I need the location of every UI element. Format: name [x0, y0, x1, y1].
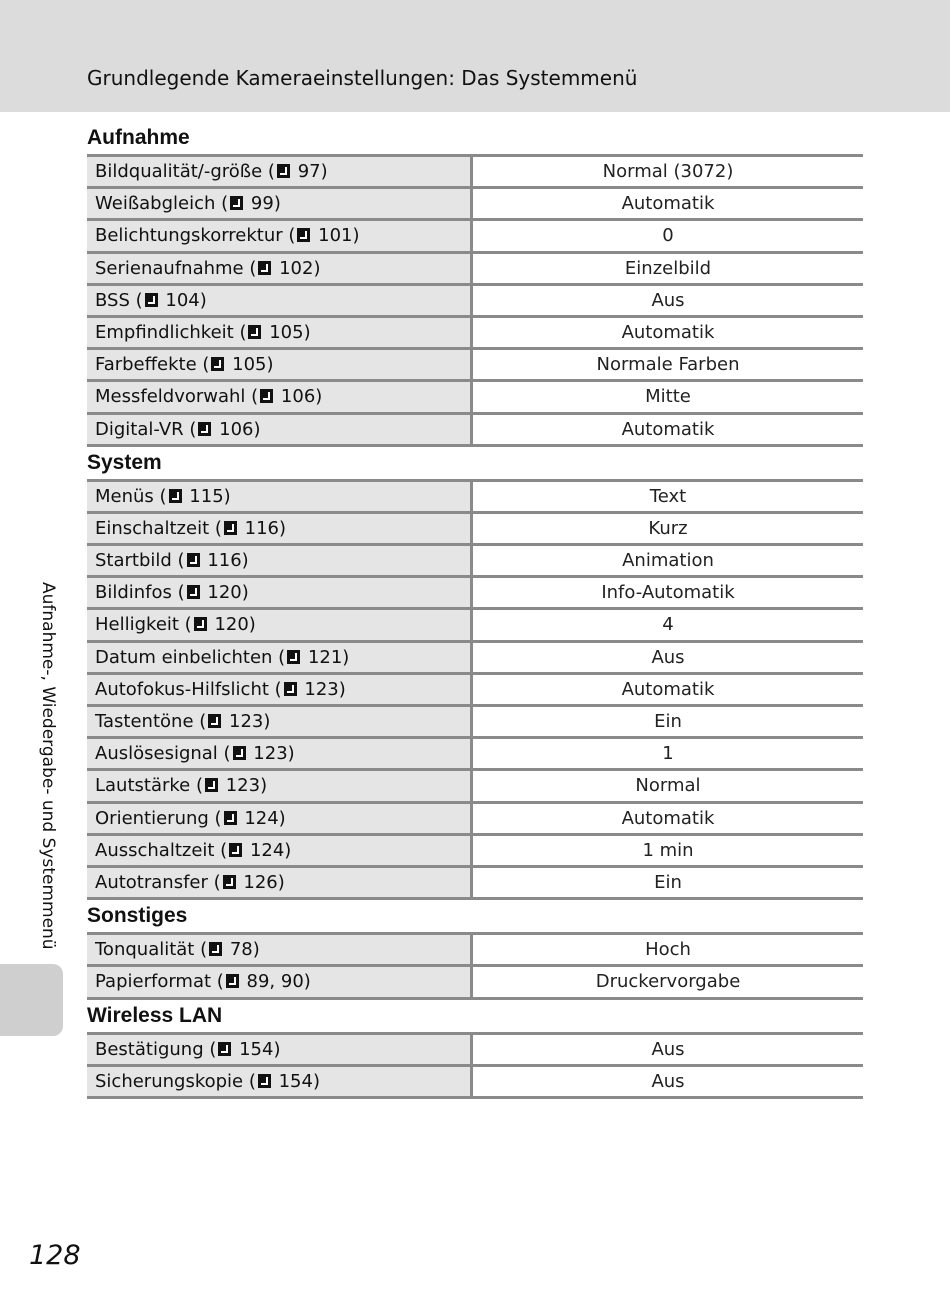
page-reference-number: 104 — [165, 289, 200, 311]
setting-label — [87, 868, 473, 897]
setting-name: Bestätigung — [95, 1038, 204, 1060]
ref-close-paren: ) — [199, 289, 207, 311]
setting-name: Ausschaltzeit — [95, 839, 215, 861]
page-reference-number: 78 — [229, 939, 253, 961]
setting-name: Sicherungskopie — [95, 1070, 244, 1092]
setting-label — [87, 514, 473, 543]
setting-default-value: 1 — [473, 739, 863, 768]
ref-close-paren: ) — [273, 1038, 281, 1060]
page-reference-icon — [198, 422, 211, 436]
ref-open-paren: ( — [243, 257, 257, 279]
page-reference-number: 116 — [244, 517, 279, 539]
setting-label — [87, 382, 473, 411]
ref-open-paren: ( — [190, 775, 203, 797]
setting-label — [87, 254, 473, 283]
page-reference-number: 116 — [207, 550, 242, 572]
setting-default-value: Hoch — [473, 935, 863, 964]
setting-name: Einschaltzeit — [95, 517, 210, 539]
ref-close-paren: ) — [248, 614, 256, 636]
ref-open-paren: ( — [233, 321, 247, 343]
page-header-title: Grundlegende Kameraeinstellungen: Das Systemmenü — [87, 66, 638, 90]
page-reference-number: 154 — [278, 1070, 313, 1092]
ref-close-paren: ) — [241, 582, 249, 604]
ref-open-paren: ( — [243, 1070, 256, 1092]
setting-default-value: Ein — [473, 707, 863, 736]
setting-name: Autotransfer — [95, 871, 208, 893]
ref-close-paren: ) — [338, 678, 346, 700]
sidebar-chapter-tab — [0, 964, 63, 1036]
ref-open-paren: ( — [209, 517, 222, 539]
table-row — [87, 382, 863, 414]
setting-label — [87, 286, 473, 315]
page-reference-number: 97 — [297, 161, 321, 182]
ref-open-paren: ( — [262, 161, 275, 182]
section-heading: Aufnahme — [87, 126, 190, 149]
sidebar-chapter-label: Aufnahme-, Wiedergabe- und Systemmenü — [38, 582, 58, 950]
page-reference-icon — [226, 974, 239, 988]
ref-close-paren: ) — [342, 646, 350, 668]
ref-close-paren: ) — [303, 321, 311, 343]
ref-open-paren: ( — [272, 646, 286, 668]
page-reference-icon — [277, 164, 290, 178]
setting-label — [87, 1067, 473, 1096]
setting-default-value: Druckervorgabe — [473, 967, 863, 996]
setting-name: Helligkeit — [95, 614, 179, 636]
table-row — [87, 804, 863, 836]
page-reference-icon — [223, 875, 236, 889]
ref-open-paren: ( — [203, 1038, 217, 1060]
setting-label — [87, 415, 473, 444]
table-row — [87, 189, 863, 221]
page-reference-icon — [233, 746, 246, 760]
page-reference-number: 105 — [269, 321, 304, 343]
ref-open-paren: ( — [196, 354, 210, 376]
page-reference-icon — [229, 843, 242, 857]
settings-table — [87, 479, 863, 900]
setting-default-value: Info-Automatik — [473, 578, 863, 607]
page-reference-number: 121 — [307, 646, 343, 668]
page-reference-icon — [284, 682, 297, 696]
setting-label — [87, 804, 473, 833]
table-row — [87, 1067, 863, 1099]
table-row — [87, 415, 863, 447]
page-reference-icon — [187, 553, 200, 567]
ref-open-paren: ( — [217, 743, 231, 765]
setting-name: Empfindlichkeit — [95, 321, 234, 343]
setting-default-value: Text — [473, 482, 863, 511]
ref-close-paren: ) — [287, 743, 295, 765]
setting-default-value: 0 — [473, 221, 863, 250]
page-reference-icon — [205, 778, 218, 792]
setting-default-value: Animation — [473, 546, 863, 575]
table-row — [87, 254, 863, 286]
ref-open-paren: ( — [245, 386, 259, 408]
setting-default-value: Mitte — [473, 382, 863, 411]
setting-name: Tastentöne — [95, 711, 194, 732]
page-reference-number: 99 — [250, 193, 274, 215]
page-reference-number: 101 — [318, 225, 353, 247]
setting-default-value: Normale Farben — [473, 350, 863, 379]
setting-label — [87, 739, 473, 768]
page-reference-icon — [208, 714, 221, 728]
setting-default-value: Automatik — [473, 675, 863, 704]
section-heading: Sonstiges — [87, 904, 188, 928]
page-reference-icon — [224, 521, 237, 535]
table-row — [87, 221, 863, 253]
ref-open-paren: ( — [171, 582, 185, 604]
section-heading: System — [87, 450, 162, 474]
page-reference-icon — [230, 196, 243, 210]
setting-name: Startbild — [95, 550, 172, 572]
setting-name: Farbeffekte — [95, 354, 197, 376]
page-reference-icon — [169, 489, 182, 503]
ref-close-paren: ) — [313, 257, 321, 279]
setting-label — [87, 935, 473, 964]
ref-open-paren: ( — [129, 289, 143, 311]
ref-close-paren: ) — [312, 1070, 320, 1092]
setting-label — [87, 836, 473, 865]
ref-close-paren: ) — [278, 517, 287, 539]
page-reference-icon — [258, 1074, 271, 1088]
setting-default-value: Aus — [473, 1035, 863, 1064]
setting-name: Menüs — [95, 485, 154, 507]
setting-default-value: Kurz — [473, 514, 863, 543]
setting-name: Bildqualität/-größe — [95, 161, 263, 182]
section-heading: Wireless LAN — [87, 1003, 223, 1027]
table-row — [87, 514, 863, 546]
ref-open-paren: ( — [194, 939, 208, 961]
page-reference-number: 124 — [244, 807, 279, 829]
ref-open-paren: ( — [211, 971, 224, 993]
setting-default-value: Aus — [473, 286, 863, 315]
setting-label — [87, 189, 473, 218]
ref-open-paren: ( — [171, 550, 185, 572]
setting-label — [87, 221, 473, 250]
settings-table — [87, 1032, 863, 1099]
settings-table — [87, 932, 863, 999]
setting-label — [87, 157, 473, 186]
page-reference-icon — [187, 585, 200, 599]
setting-default-value: Aus — [473, 1067, 863, 1096]
table-row — [87, 868, 863, 900]
ref-open-paren: ( — [193, 711, 207, 732]
setting-name: Serienaufnahme — [95, 257, 244, 279]
table-row — [87, 157, 863, 189]
ref-close-paren: ) — [273, 193, 281, 215]
table-row — [87, 350, 863, 382]
table-row — [87, 286, 863, 318]
setting-default-value: Automatik — [473, 318, 863, 347]
setting-label — [87, 967, 473, 996]
setting-label — [87, 350, 473, 379]
ref-close-paren: ) — [284, 839, 292, 861]
page-reference-number: 123 — [225, 775, 261, 797]
table-row — [87, 610, 863, 642]
setting-default-value: Ein — [473, 868, 863, 897]
setting-default-value: Aus — [473, 643, 863, 672]
setting-default-value: Normal — [473, 771, 863, 800]
setting-default-value: Einzelbild — [473, 254, 863, 283]
page-reference-icon — [260, 389, 273, 403]
ref-close-paren: ) — [252, 939, 260, 961]
setting-name: BSS — [95, 289, 130, 311]
page-reference-number: 123 — [304, 678, 339, 700]
ref-open-paren: ( — [153, 485, 167, 507]
page-reference-number: 89, 90 — [246, 971, 304, 993]
setting-name: Belichtungskorrektur — [95, 225, 283, 247]
table-row — [87, 482, 863, 514]
ref-close-paren: ) — [241, 550, 249, 572]
setting-default-value: Automatik — [473, 189, 863, 218]
table-row — [87, 935, 863, 967]
setting-name: Papierformat — [95, 971, 212, 993]
table-row — [87, 967, 863, 999]
setting-label — [87, 771, 473, 800]
page-reference-number: 105 — [232, 354, 267, 376]
setting-name: Tonqualität — [95, 939, 195, 961]
ref-close-paren: ) — [315, 386, 323, 408]
ref-open-paren: ( — [178, 614, 192, 636]
setting-default-value: Automatik — [473, 415, 863, 444]
setting-label — [87, 546, 473, 575]
setting-default-value: 4 — [473, 610, 863, 639]
ref-close-paren: ) — [303, 971, 311, 993]
setting-name: Orientierung — [95, 807, 209, 829]
table-row — [87, 675, 863, 707]
ref-open-paren: ( — [214, 839, 228, 861]
page-reference-number: 123 — [229, 711, 264, 732]
page-reference-number: 120 — [214, 614, 249, 636]
ref-open-paren: ( — [268, 678, 282, 700]
page-reference-number: 106 — [219, 418, 254, 440]
setting-default-value: Normal (3072) — [473, 157, 863, 186]
ref-open-paren: ( — [183, 418, 197, 440]
ref-open-paren: ( — [282, 225, 296, 247]
page-reference-number: 115 — [189, 485, 224, 507]
setting-label — [87, 610, 473, 639]
table-row — [87, 578, 863, 610]
settings-table — [87, 154, 863, 447]
ref-open-paren: ( — [215, 193, 229, 215]
page-reference-number: 106 — [280, 386, 316, 408]
page-reference-number: 123 — [253, 743, 288, 765]
page-reference-number: 120 — [207, 582, 242, 604]
table-row — [87, 771, 863, 803]
page-reference-icon — [145, 293, 158, 307]
page-reference-number: 126 — [243, 871, 278, 893]
ref-close-paren: ) — [278, 807, 286, 829]
ref-close-paren: ) — [277, 871, 285, 893]
page-reference-number: 154 — [239, 1038, 274, 1060]
table-row — [87, 836, 863, 868]
header-band — [0, 0, 950, 112]
table-row — [87, 739, 863, 771]
setting-label — [87, 643, 473, 672]
setting-name: Autofokus-Hilfslicht — [95, 678, 269, 700]
settings-content — [87, 122, 863, 1099]
setting-name: Bildinfos — [95, 582, 172, 604]
ref-close-paren: ) — [253, 418, 261, 440]
ref-close-paren: ) — [266, 354, 274, 376]
ref-open-paren: ( — [208, 807, 222, 829]
table-row — [87, 318, 863, 350]
setting-label — [87, 482, 473, 511]
setting-label — [87, 578, 473, 607]
setting-label — [87, 675, 473, 704]
page-reference-number: 102 — [279, 257, 314, 279]
setting-label — [87, 1035, 473, 1064]
ref-close-paren: ) — [223, 485, 231, 507]
ref-close-paren: ) — [320, 161, 328, 182]
setting-name: Messfeldvorwahl — [95, 386, 246, 408]
setting-name: Lautstärke — [95, 775, 191, 797]
setting-default-value: 1 min — [473, 836, 863, 865]
ref-open-paren: ( — [207, 871, 221, 893]
table-row — [87, 707, 863, 739]
page-reference-icon — [258, 261, 271, 275]
page-reference-icon — [297, 228, 310, 242]
table-row — [87, 1035, 863, 1067]
setting-name: Digital-VR — [95, 418, 184, 440]
setting-label — [87, 318, 473, 347]
page-reference-icon — [287, 650, 300, 664]
page-number: 128 — [29, 1240, 81, 1271]
page-reference-icon — [211, 357, 224, 371]
table-row — [87, 546, 863, 578]
ref-close-paren: ) — [260, 775, 268, 797]
ref-close-paren: ) — [263, 711, 271, 732]
page-reference-icon — [224, 811, 237, 825]
page-reference-number: 124 — [249, 839, 285, 861]
table-row — [87, 643, 863, 675]
setting-name: Datum einbelichten — [95, 646, 273, 668]
setting-name: Auslösesignal — [95, 743, 218, 765]
page-reference-icon — [248, 325, 261, 339]
page-reference-icon — [194, 617, 207, 631]
ref-close-paren: ) — [352, 225, 360, 247]
setting-label — [87, 707, 473, 736]
page-reference-icon — [209, 942, 222, 956]
page-reference-icon — [218, 1042, 231, 1056]
setting-default-value: Automatik — [473, 804, 863, 833]
setting-name: Weißabgleich — [95, 193, 216, 215]
